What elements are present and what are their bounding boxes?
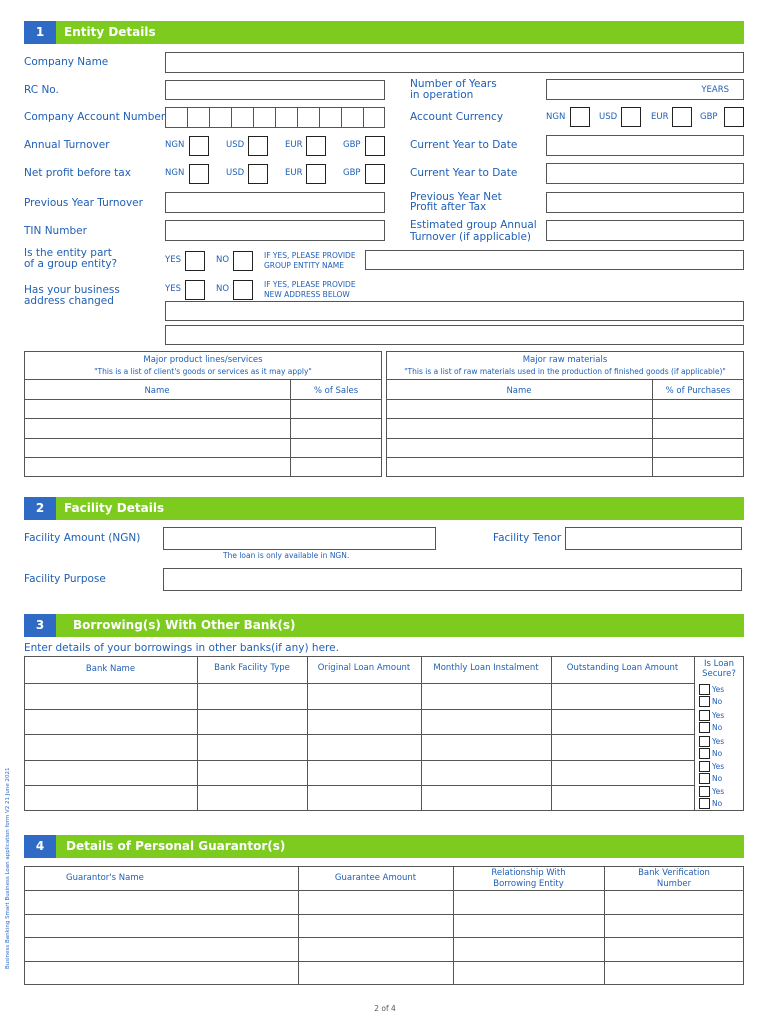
- row3-no-label: No: [712, 749, 723, 758]
- row4-no-checkbox[interactable]: [699, 773, 710, 784]
- borrowing-intro: Enter details of your borrowings in other banks(if any) here.: [24, 642, 339, 654]
- row5-yes-checkbox[interactable]: [699, 786, 710, 797]
- facility-note: The loan is only available in NGN.: [223, 551, 350, 560]
- row2-no-label: No: [712, 723, 723, 732]
- acct-currency-gbp-checkbox[interactable]: [724, 107, 744, 127]
- acct-currency-ngn: NGN: [546, 112, 566, 122]
- company-name-label: Company Name: [24, 56, 109, 68]
- rc-no-field[interactable]: [165, 80, 385, 100]
- annual-turnover-label: Annual Turnover: [24, 139, 110, 151]
- materials-rows[interactable]: [386, 399, 744, 477]
- col-guarantee-amount: Guarantee Amount: [334, 873, 417, 883]
- row3-yes-checkbox[interactable]: [699, 736, 710, 747]
- years-label-line1: Number of Years: [410, 78, 497, 90]
- current-year-label-1: Current Year to Date: [410, 139, 518, 151]
- address-no-checkbox[interactable]: [233, 280, 253, 300]
- np-ngn: NGN: [165, 168, 185, 178]
- section-title: Details of Personal Guarantor(s): [66, 839, 286, 853]
- address-note-line2: NEW ADDRESS BELOW: [264, 290, 350, 299]
- section-header-facility: [24, 497, 744, 520]
- acct-currency-eur-checkbox[interactable]: [672, 107, 692, 127]
- acct-currency-usd: USD: [599, 112, 618, 122]
- section-title: Facility Details: [64, 501, 165, 515]
- at-usd: USD: [226, 140, 245, 150]
- row4-yes-label: Yes: [712, 762, 725, 771]
- address-note-line1: IF YES, PLEASE PROVIDE: [264, 280, 356, 289]
- at-eur: EUR: [285, 140, 303, 150]
- products-col-name: Name: [144, 386, 170, 396]
- np-usd: USD: [226, 168, 245, 178]
- years-field[interactable]: [546, 79, 744, 100]
- row5-no-label: No: [712, 799, 723, 808]
- address-question-line2: address changed: [24, 295, 114, 307]
- acct-currency-usd-checkbox[interactable]: [621, 107, 641, 127]
- row5-no-checkbox[interactable]: [699, 798, 710, 809]
- rc-no-label: RC No.: [24, 84, 59, 96]
- col-original-amount: Original Loan Amount: [317, 663, 411, 673]
- row4-yes-checkbox[interactable]: [699, 761, 710, 772]
- acct-currency-gbp: GBP: [700, 112, 718, 122]
- np-usd-checkbox[interactable]: [248, 164, 268, 184]
- col-bvn-line1: Bank Verification: [638, 868, 710, 878]
- new-address-field-1[interactable]: [165, 301, 744, 321]
- address-no-label: NO: [216, 284, 230, 294]
- facility-tenor-label: Facility Tenor: [493, 532, 562, 544]
- prev-profit-label-line1: Previous Year Net: [410, 191, 502, 203]
- account-number-label: Company Account Number: [24, 111, 166, 123]
- address-yes-label: YES: [165, 284, 181, 294]
- group-no-checkbox[interactable]: [233, 251, 253, 271]
- row3-yes-label: Yes: [712, 737, 725, 746]
- acct-currency-ngn-checkbox[interactable]: [570, 107, 590, 127]
- col-outstanding-amount: Outstanding Loan Amount: [566, 663, 679, 673]
- products-col-pct: % of Sales: [313, 386, 359, 396]
- np-eur-checkbox[interactable]: [306, 164, 326, 184]
- group-entity-name-field[interactable]: [365, 250, 744, 270]
- materials-subtitle: "This is a list of raw materials used in the production of finished goods (if applicable)": [404, 367, 726, 376]
- previous-turnover-field[interactable]: [165, 192, 385, 213]
- facility-amount-field[interactable]: [163, 527, 436, 550]
- col-monthly-instalment: Monthly Loan Instalment: [433, 663, 539, 673]
- row4-no-label: No: [712, 774, 723, 783]
- at-gbp-checkbox[interactable]: [365, 136, 385, 156]
- np-eur: EUR: [285, 168, 303, 178]
- tin-label: TIN Number: [24, 225, 87, 237]
- address-question-line1: Has your business: [24, 284, 120, 296]
- current-year-field-1[interactable]: [546, 135, 744, 156]
- side-note: Business Banking Smart Business Loan application form V2 21 June 2021: [5, 767, 11, 969]
- row2-yes-checkbox[interactable]: [699, 710, 710, 721]
- row1-no-checkbox[interactable]: [699, 696, 710, 707]
- group-note-line1: IF YES, PLEASE PROVIDE: [264, 251, 356, 260]
- materials-col-name: Name: [506, 386, 532, 396]
- section-header-entity: [24, 21, 744, 44]
- previous-turnover-label: Previous Year Turnover: [24, 197, 143, 209]
- facility-amount-label: Facility Amount (NGN): [24, 532, 141, 544]
- years-unit: YEARS: [701, 85, 729, 95]
- facility-tenor-field[interactable]: [565, 527, 742, 550]
- row1-yes-checkbox[interactable]: [699, 684, 710, 695]
- row3-no-checkbox[interactable]: [699, 748, 710, 759]
- row2-no-checkbox[interactable]: [699, 722, 710, 733]
- at-ngn: NGN: [165, 140, 185, 150]
- at-usd-checkbox[interactable]: [248, 136, 268, 156]
- est-turnover-label-line1: Estimated group Annual: [410, 219, 537, 231]
- facility-purpose-field[interactable]: [163, 568, 742, 591]
- col-guarantor-name: Guarantor's Name: [66, 873, 144, 883]
- section-number: 4: [24, 835, 56, 858]
- col-bvn-line2: Number: [656, 879, 692, 889]
- address-yes-checkbox[interactable]: [185, 280, 205, 300]
- group-yes-label: YES: [165, 255, 181, 265]
- net-profit-label: Net profit before tax: [24, 167, 131, 179]
- group-question-line1: Is the entity part: [24, 247, 112, 259]
- section-title: Entity Details: [64, 25, 156, 39]
- years-label-line2: in operation: [410, 89, 474, 101]
- group-note-line2: GROUP ENTITY NAME: [264, 261, 344, 270]
- section-number: 2: [24, 497, 56, 520]
- col-bank-name: Bank Name: [85, 664, 136, 674]
- at-gbp: GBP: [343, 140, 361, 150]
- products-subtitle: "This is a list of client's goods or services as it may apply": [94, 367, 312, 376]
- col-secure-line2: Secure?: [702, 669, 736, 679]
- section-header-guarantor: [24, 835, 744, 858]
- est-turnover-label-line2: Turnover (if applicable): [410, 231, 532, 243]
- col-relationship-line1: Relationship With: [491, 868, 566, 878]
- section-header-borrowing: [24, 614, 744, 637]
- new-address-field-2[interactable]: [165, 325, 744, 345]
- group-question-line2: of a group entity?: [24, 258, 118, 270]
- row5-yes-label: Yes: [712, 787, 725, 796]
- at-eur-checkbox[interactable]: [306, 136, 326, 156]
- tin-field[interactable]: [165, 220, 385, 241]
- acct-currency-eur: EUR: [651, 112, 669, 122]
- row1-no-label: No: [712, 697, 723, 706]
- group-no-label: NO: [216, 255, 230, 265]
- prev-profit-field[interactable]: [546, 192, 744, 213]
- col-secure-line1: Is Loan: [703, 659, 735, 669]
- np-ngn-checkbox[interactable]: [189, 164, 209, 184]
- at-ngn-checkbox[interactable]: [189, 136, 209, 156]
- facility-purpose-label: Facility Purpose: [24, 573, 106, 585]
- products-rows[interactable]: [24, 399, 382, 477]
- row2-yes-label: Yes: [712, 711, 725, 720]
- np-gbp-checkbox[interactable]: [365, 164, 385, 184]
- account-currency-label: Account Currency: [410, 111, 504, 123]
- page-number: 2 of 4: [374, 1004, 396, 1013]
- current-year-field-2[interactable]: [546, 163, 744, 184]
- est-turnover-field[interactable]: [546, 220, 744, 241]
- section-title: Borrowing(s) With Other Bank(s): [73, 618, 296, 632]
- col-facility-type: Bank Facility Type: [214, 663, 290, 673]
- materials-title: Major raw materials: [522, 355, 608, 365]
- section-number: 3: [24, 614, 56, 637]
- np-gbp: GBP: [343, 168, 361, 178]
- group-yes-checkbox[interactable]: [185, 251, 205, 271]
- section-number: 1: [24, 21, 56, 44]
- current-year-label-2: Current Year to Date: [410, 167, 518, 179]
- col-relationship-line2: Borrowing Entity: [493, 879, 564, 889]
- materials-col-pct: % of Purchases: [665, 386, 731, 396]
- company-name-field[interactable]: [165, 52, 744, 73]
- products-title: Major product lines/services: [143, 355, 263, 365]
- row1-yes-label: Yes: [712, 685, 725, 694]
- prev-profit-label-line2: Profit after Tax: [410, 201, 487, 213]
